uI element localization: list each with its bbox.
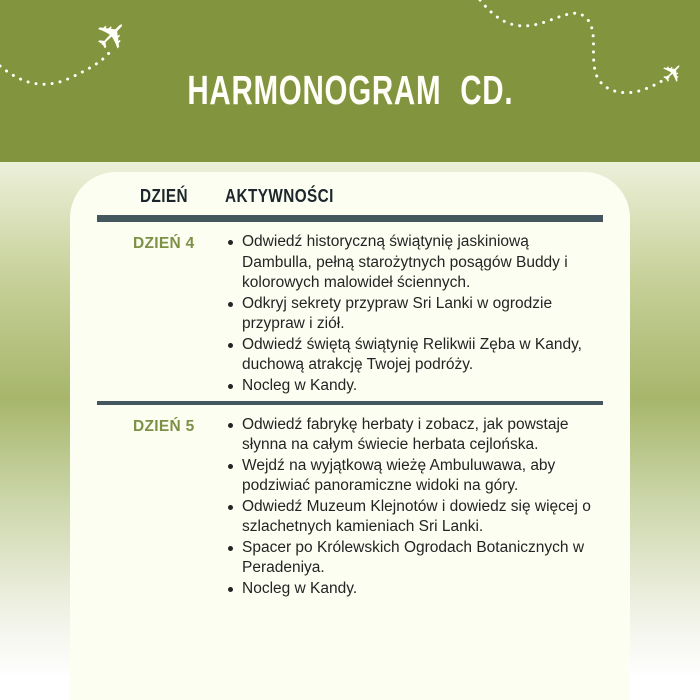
header-divider xyxy=(97,215,603,222)
activity-item: Odkryj sekrety przypraw Sri Lanki w ogrodzie przypraw i ziół. xyxy=(227,294,598,335)
activity-item: Odwiedź Muzeum Klejnotów i dowiedz się więcej o szlachetnych kamieniach Sri Lanki. xyxy=(227,497,598,538)
activity-item: Odwiedź fabrykę herbaty i zobacz, jak powstaje słynna na całym świecie herbata cejlońska. xyxy=(227,415,598,456)
header-band xyxy=(0,0,700,162)
column-header-day: DZIEŃ xyxy=(140,186,189,206)
table-row xyxy=(70,222,630,401)
activity-item: Spacer po Królewskich Ogrodach Botanicznych w Peradeniya. xyxy=(227,538,598,579)
activity-item: Odwiedź świętą świątynię Relikwii Zęba w Kandy, duchową atrakcję Twojej podróży. xyxy=(227,335,598,376)
day-label: DZIEŃ 5 xyxy=(133,417,195,435)
table-row xyxy=(70,405,630,605)
itinerary-card xyxy=(70,172,630,700)
airplane-icon: ✈ xyxy=(85,8,141,64)
airplane-icon: ✈ xyxy=(654,54,692,92)
day-label: DZIEŃ 4 xyxy=(133,235,195,252)
column-header-activities: AKTYWNOŚCI xyxy=(225,186,334,206)
page-title: HARMONOGRAM CD. xyxy=(187,67,513,113)
activity-list xyxy=(227,415,598,600)
activity-item: Odwiedź historyczną świątynię jaskiniową Dambulla, pełną starożytnych posągów Buddy i kolorowych malowideł ściennych. xyxy=(227,232,598,294)
activity-list xyxy=(227,232,598,396)
itinerary-rows xyxy=(70,222,630,604)
activity-item: Nocleg w Kandy. xyxy=(227,579,598,600)
activity-item: Wejdź na wyjątkową wieżę Ambuluwawa, aby podziwiać panoramiczne widoki na góry. xyxy=(227,456,598,497)
activity-item: Nocleg w Kandy. xyxy=(227,376,598,397)
